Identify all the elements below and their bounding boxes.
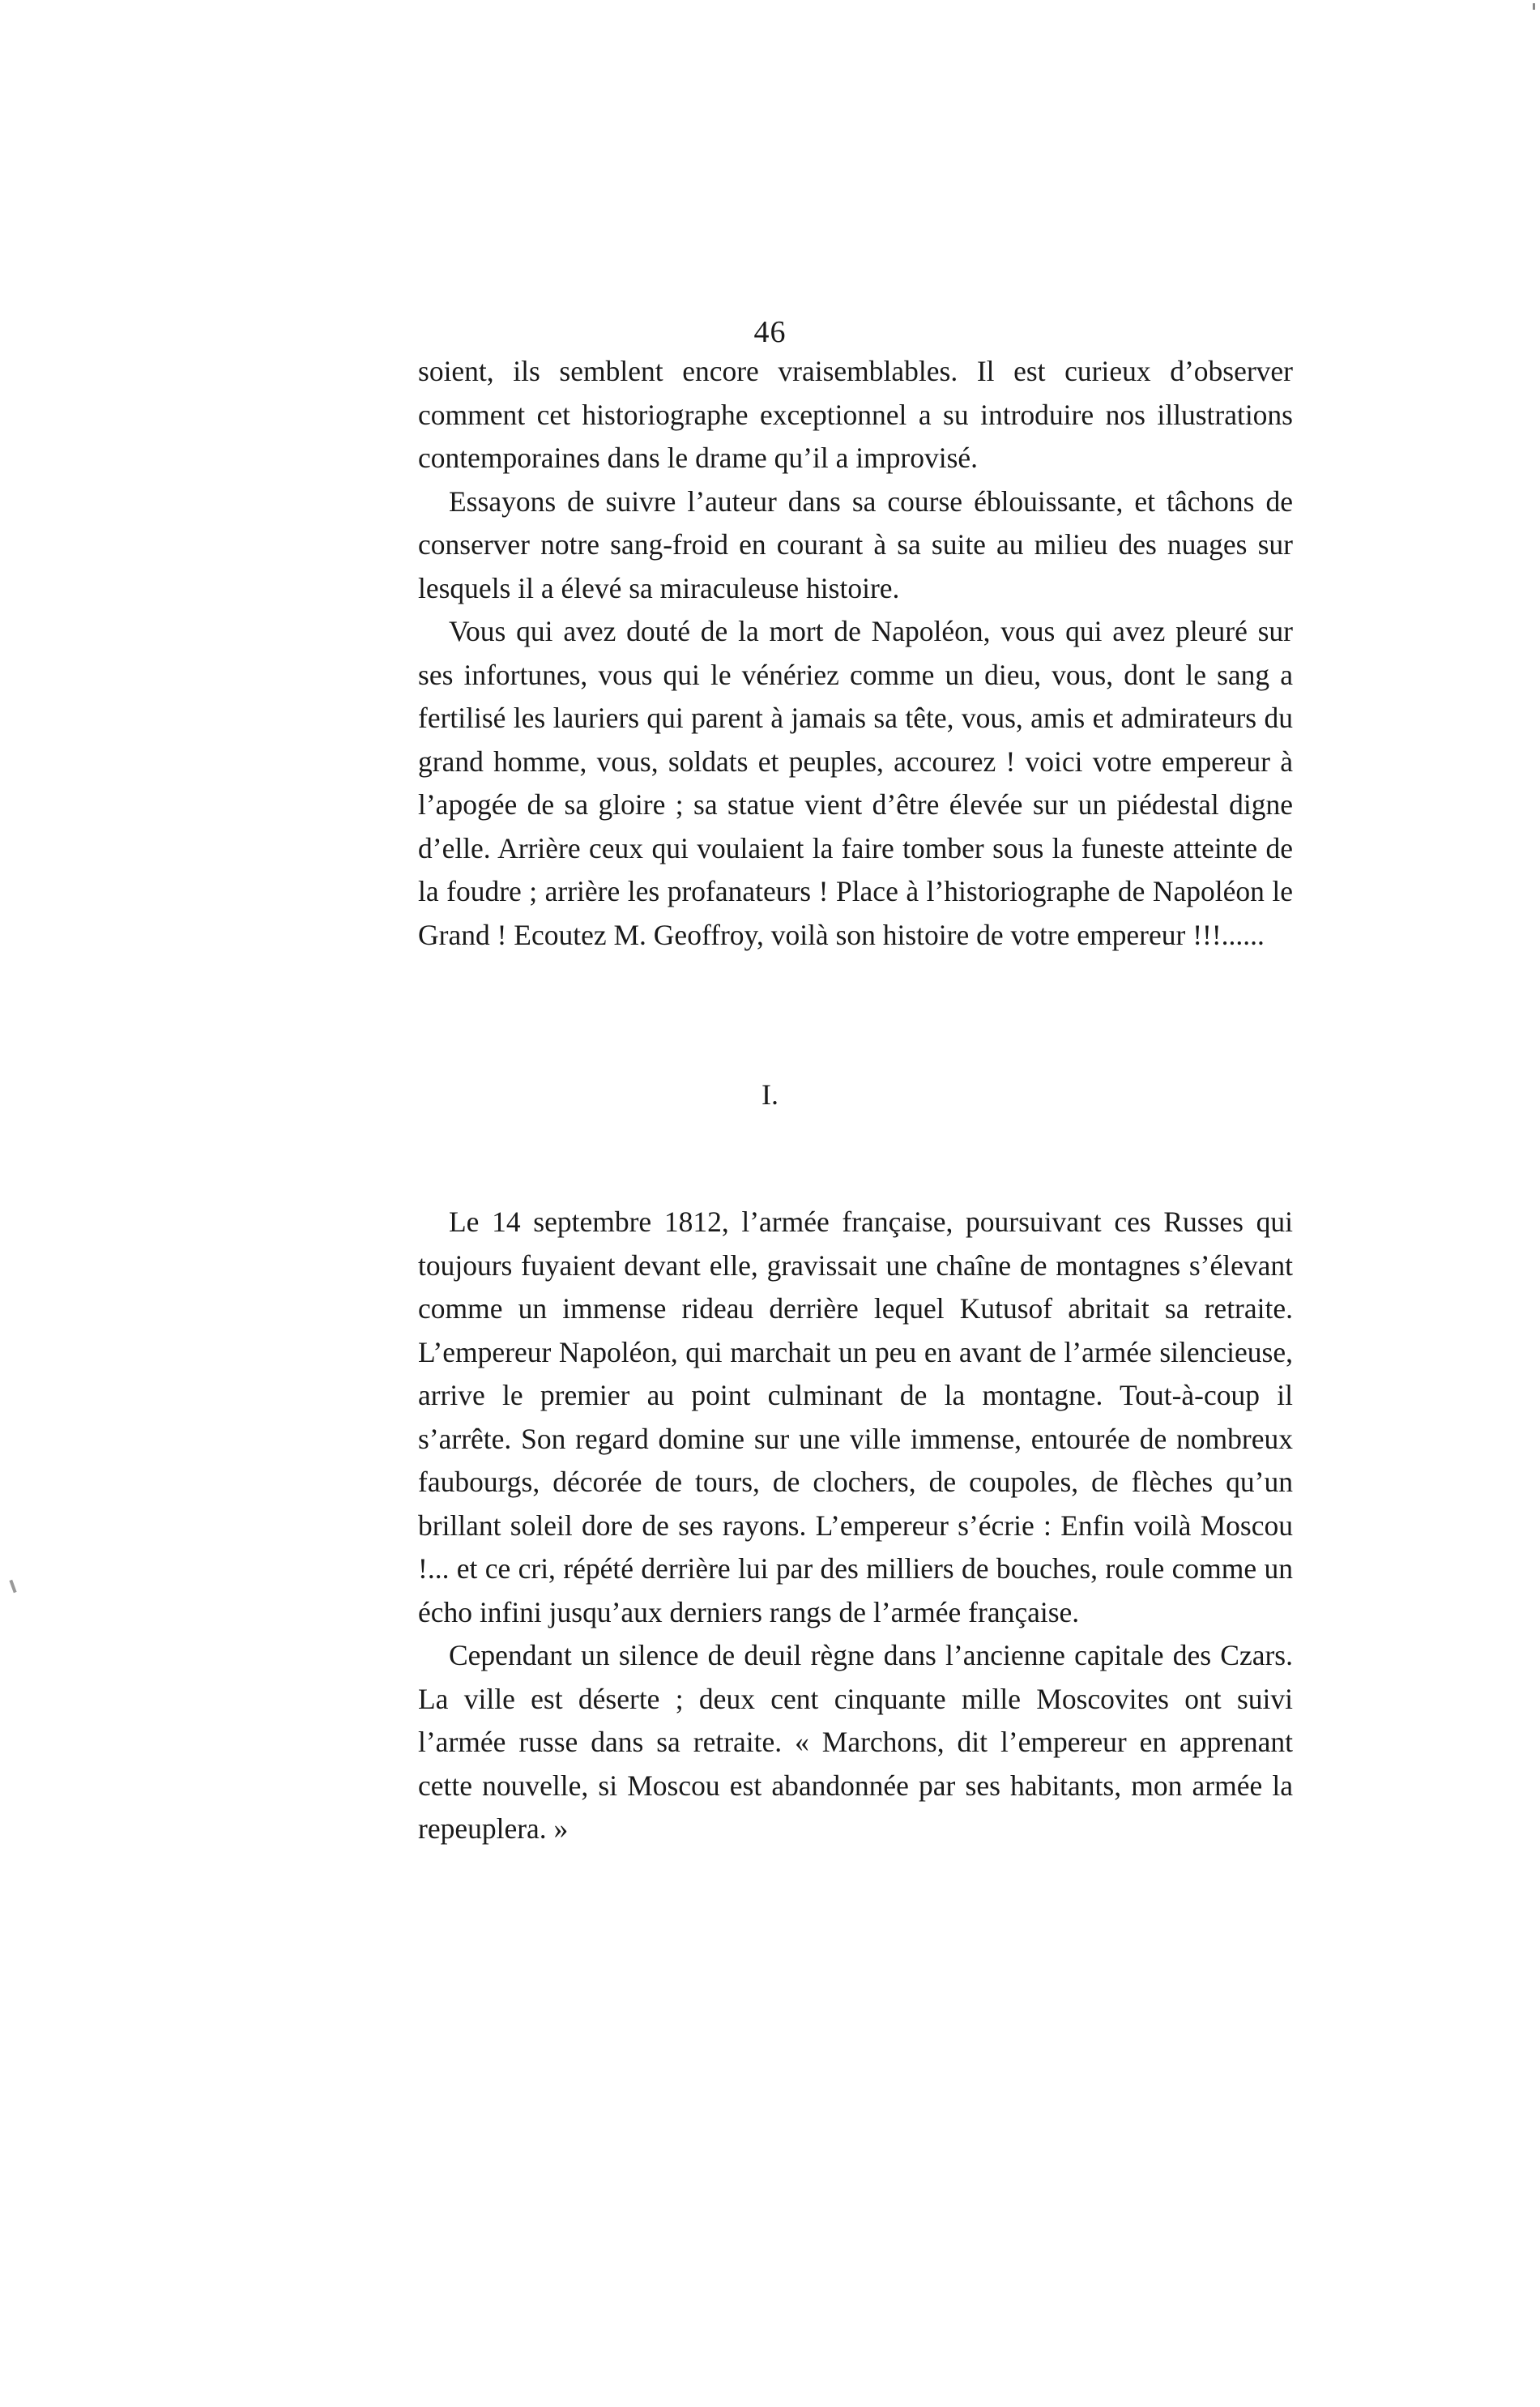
text-block-after-heading xyxy=(418,1201,1293,1851)
paragraph: Le 14 septembre 1812, l’armée française, poursuivant ces Russes qui toujours fuyaient devant elle, gravissait une chaîne de montagnes s’élevant comme un immense rideau derrière lequel Kutusof abritait sa retraite. L’empereur Napoléon, qui marchait un peu en avant de l’armée silencieuse, arrive le premier au point culminant de la montagne. Tout-à-coup il s’arrête. Son regard domine sur une ville immense, entourée de nombreux faubourgs, décorée de tours, de clochers, de coupoles, de flèches qu’un brillant soleil dore de ses rayons. L’empereur s’écrie : Enfin voilà Moscou !... et ce cri, répété derrière lui par des milliers de bouches, roule comme un écho infini jusqu’aux derniers rangs de l’armée française. xyxy=(418,1206,1293,1628)
paragraph-continued: soient, ils semblent encore vraisemblables. Il est curieux d’observer comment cet historiographe exceptionnel a su introduire nos illustrations contemporaines dans le drame qu’il a improvisé. xyxy=(418,355,1293,474)
paragraph: Vous qui avez douté de la mort de Napoléon, vous qui avez pleuré sur ses infortunes, vous qui le vénériez comme un dieu, vous, dont le sang a fertilisé les lauriers qui parent à jamais sa tête, vous, amis et admirateurs du grand homme, vous, soldats et peuples, accourez ! voici votre empereur à l’apogée de sa gloire ; sa statue vient d’être élevée sur un piédestal digne d’elle. Arrière ceux qui voulaient la faire tomber sous la funeste atteinte de la foudre ; arrière les profanateurs ! Place à l’historiographe de Napoléon le Grand ! Ecoutez M. Geoffroy, voilà son histoire de votre empereur !!!...... xyxy=(418,615,1293,951)
section-heading: I. xyxy=(761,1078,779,1111)
scan-speck xyxy=(1533,3,1535,10)
page-number: 46 xyxy=(753,315,787,349)
text-block-before-heading xyxy=(418,350,1293,957)
scan-speck xyxy=(9,1580,16,1593)
paragraph: Essayons de suivre l’auteur dans sa course éblouissante, et tâchons de conserver notre sang-froid en courant à sa suite au milieu des nuages sur lesquels il a élevé sa miraculeuse histoire. xyxy=(418,484,1293,604)
paragraph: Cependant un silence de deuil règne dans l’ancienne capitale des Czars. La ville est déserte ; deux cent cinquante mille Moscovites ont suivi l’armée russe dans sa retraite. « Marchons, dit l’empereur en apprenant cette nouvelle, si Moscou est abandonnée par ses habitants, mon armée la repeuplera. » xyxy=(418,1639,1293,1845)
